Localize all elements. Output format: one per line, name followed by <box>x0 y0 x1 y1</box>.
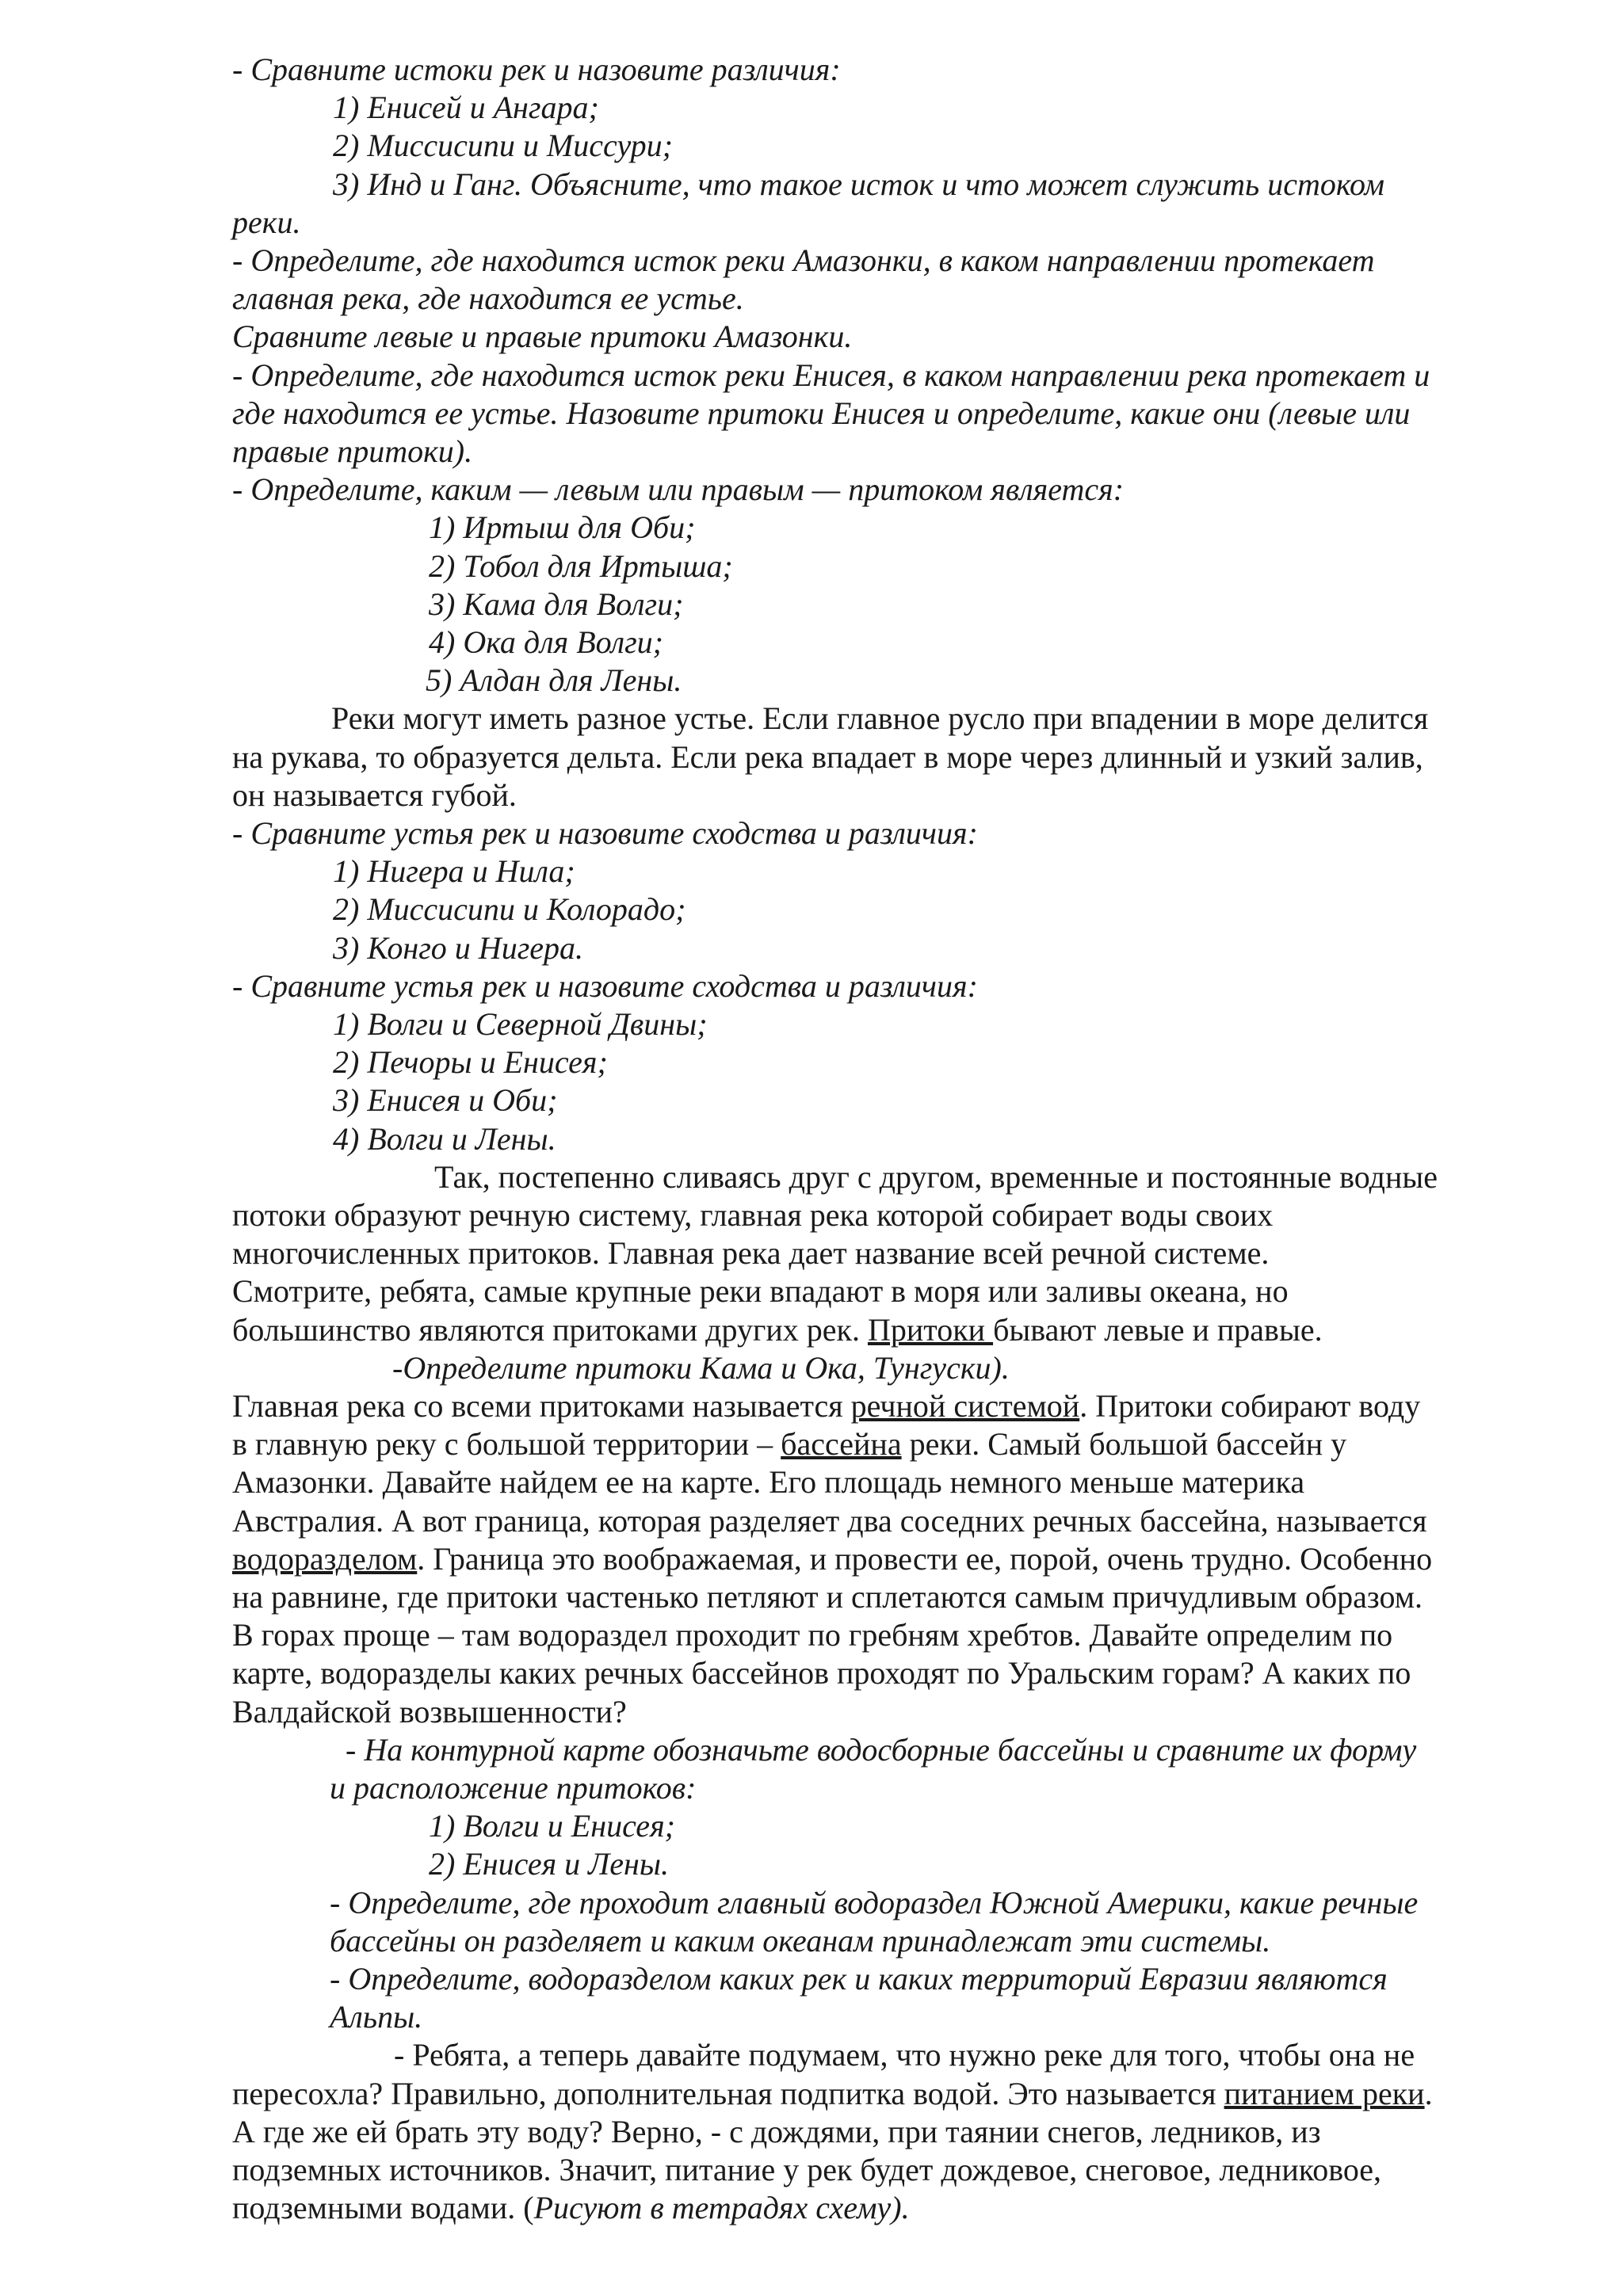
term-river-feeding: питанием реки <box>1224 2076 1425 2111</box>
task-line: - Сравните устья рек и назовите сходства и различия: <box>232 968 978 1004</box>
list-item: 3) Енисея и Оби; <box>333 1082 558 1118</box>
text-line: главная река, где находится ее устье. <box>232 280 744 316</box>
task-line: Сравните левые и правые притоки Амазонки. <box>232 318 853 354</box>
list-item: 4) Ока для Волги; <box>429 624 663 660</box>
task-line: - Сравните истоки рек и назовите различия: <box>232 51 841 87</box>
text-line: на рукава, то образуется дельта. Если река впадает в море через длинный и узкий залив, <box>232 739 1423 775</box>
term-pritoki: Притоки <box>867 1312 994 1348</box>
text-line: бассейны он разделяет и каким океанам принадлежат эти системы. <box>330 1923 1271 1958</box>
text-line: реки. <box>232 204 301 240</box>
text-line: А где же ей брать эту воду? Верно, - с дождями, при таянии снегов, ледников, из <box>232 2114 1321 2149</box>
task-line: - Определите, где проходит главный водораздел Южной Америки, какие речные <box>330 1885 1419 1920</box>
text-segment: бывают левые и правые. <box>993 1312 1323 1348</box>
text-line: и расположение притоков: <box>330 1770 697 1806</box>
term-watershed: водоразделом <box>232 1541 418 1577</box>
text-line: подземных источников. Значит, питание у рек будет дождевое, снеговое, ледниковое, <box>232 2152 1382 2187</box>
text-line: Альпы. <box>330 1999 423 2035</box>
list-item: 1) Иртыш для Оби; <box>429 509 696 545</box>
text-line: потоки образуют речную систему, главная река которой собирает воды своих <box>232 1197 1274 1233</box>
text-line <box>232 1425 1346 1463</box>
text-segment: Главная река со всеми притоками называется <box>232 1388 851 1424</box>
text-segment: реки. Самый большой бассейн у <box>901 1426 1347 1462</box>
text-segment: . Притоки собирают воду <box>1079 1388 1421 1424</box>
instruction-note: Рисуют в тетрадях схему). <box>533 2190 910 2225</box>
list-item: 1) Нигера и Нила; <box>333 853 575 889</box>
task-line: - Определите, каким — левым или правым — притоком является: <box>232 471 1125 507</box>
task-line: - Сравните устья рек и назовите сходства и различия: <box>232 815 978 851</box>
text-line <box>232 2075 1433 2113</box>
text-line: правые притоки). <box>232 433 473 469</box>
text-line: Австралия. А вот граница, которая разделяет два соседних речных бассейна, называется <box>232 1503 1427 1539</box>
text-line <box>232 2189 910 2227</box>
text-line <box>232 1311 1323 1349</box>
list-item: 3) Инд и Ганг. Объясните, что такое исток и что может служить истоком <box>333 166 1385 202</box>
text-segment: подземными водами. ( <box>232 2190 534 2225</box>
task-line: - Определите, водоразделом каких рек и каких территорий Евразии являются <box>330 1961 1388 1997</box>
list-item: 2) Тобол для Иртыша; <box>429 548 733 584</box>
text-line <box>232 1387 1420 1425</box>
list-item: 1) Волги и Енисея; <box>429 1808 675 1844</box>
list-item: 1) Волги и Северной Двины; <box>333 1006 708 1042</box>
term-basin: бассейна <box>781 1426 902 1462</box>
text-segment: в главную реку с большой территории – <box>232 1426 781 1462</box>
text-segment: большинство являются притоками других рек. <box>232 1312 868 1348</box>
text-line: Смотрите, ребята, самые крупные реки впадают в моря или заливы океана, но <box>232 1273 1289 1309</box>
task-line: -Определите притоки Кама и Ока, Тунгуски). <box>392 1350 1010 1386</box>
list-item: 4) Волги и Лены. <box>333 1121 556 1157</box>
text-line: - Ребята, а теперь давайте подумаем, что нужно реке для того, чтобы она не <box>394 2037 1415 2073</box>
text-line: он называется губой. <box>232 777 517 813</box>
list-item: 2) Миссисипи и Колорадо; <box>333 891 686 927</box>
text-line <box>232 1540 1432 1578</box>
text-line: на равнине, где притоки частенько петляют и сплетаются самым причудливым образом. <box>232 1579 1423 1615</box>
text-line: Валдайской возвышенности? <box>232 1694 627 1730</box>
list-item: 2) Миссисипи и Миссури; <box>333 128 674 163</box>
text-line: Так, постепенно сливаясь друг с другом, временные и постоянные водные <box>434 1159 1438 1195</box>
task-line: - На контурной карте обозначьте водосборные бассейны и сравните их форму <box>346 1732 1417 1768</box>
list-item: 5) Алдан для Лены. <box>426 662 682 698</box>
task-line: - Определите, где находится исток реки Амазонки, в каком направлении протекает <box>232 242 1375 278</box>
term-river-system: речной системой <box>850 1388 1080 1424</box>
list-item: 2) Енисея и Лены. <box>429 1846 669 1882</box>
list-item: 2) Печоры и Енисея; <box>333 1044 608 1080</box>
text-segment: . Граница это воображаемая, и провести ее, порой, очень трудно. Особенно <box>417 1541 1433 1577</box>
text-segment: . <box>1424 2076 1433 2111</box>
list-item: 3) Кама для Волги; <box>429 586 684 622</box>
text-line: карте, водоразделы каких речных бассейнов проходят по Уральским горам? А каких по <box>232 1655 1411 1691</box>
list-item: 1) Енисей и Ангара; <box>333 90 599 125</box>
text-line: многочисленных притоков. Главная река дает название всей речной системе. <box>232 1235 1270 1271</box>
text-line: Амазонки. Давайте найдем ее на карте. Его площадь немного меньше материка <box>232 1464 1305 1500</box>
text-line: Реки могут иметь разное устье. Если главное русло при впадении в море делится <box>331 700 1429 736</box>
text-segment: пересохла? Правильно, дополнительная подпитка водой. Это называется <box>232 2076 1224 2111</box>
text-line: где находится ее устье. Назовите притоки Енисея и определите, какие они (левые или <box>232 395 1411 431</box>
list-item: 3) Конго и Нигера. <box>333 930 584 966</box>
text-line: В горах проще – там водораздел проходит по гребням хребтов. Давайте определим по <box>232 1617 1393 1653</box>
task-line: - Определите, где находится исток реки Енисея, в каком направлении река протекает и <box>232 357 1430 393</box>
